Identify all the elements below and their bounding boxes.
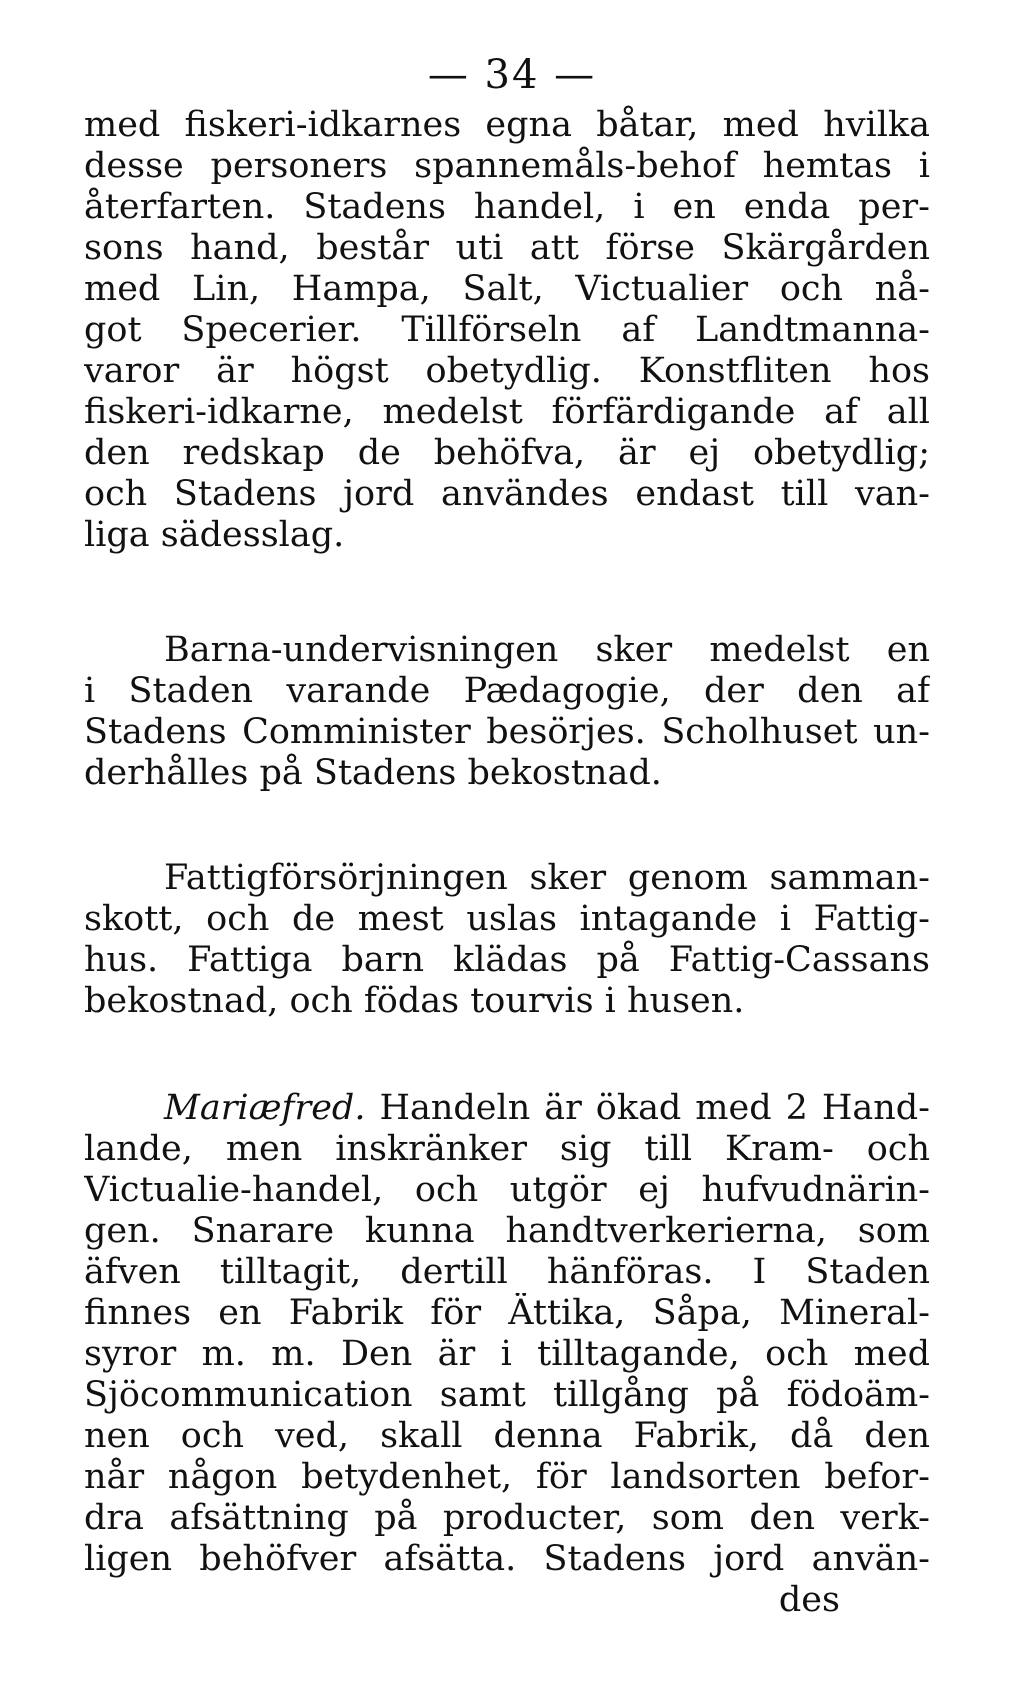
text-line: Stadens Comminister besörjes. Scholhuset un- [84, 712, 930, 752]
text-line: finnes en Fabrik för Ättika, Såpa, Mineral- [84, 1293, 930, 1333]
text-line: fiskeri-idkarne, medelst förfärdigande af all [84, 392, 930, 432]
text-line: Victualie-handel, och utgör ej hufvudnärin- [84, 1170, 930, 1210]
text-line: lande, men inskränker sig till Kram- och [84, 1129, 930, 1169]
catchword: des [778, 1580, 840, 1620]
text-line: den redskap de behöfva, är ej obetydlig; [84, 433, 930, 473]
text-line: liga sädesslag. [84, 515, 345, 555]
text-line: skott, och de mest uslas intagande i Fattig- [84, 899, 930, 939]
text-line: Barna-undervisningen sker medelst en [164, 630, 930, 670]
paragraph-1 [84, 105, 930, 556]
paragraph-3 [84, 858, 930, 1022]
text-line: Fattigförsörjningen sker genom samman- [164, 858, 930, 898]
text-line: dra afsättning på producter, som den verk- [84, 1498, 930, 1538]
text-line: äfven tilltagit, dertill hänföras. I Staden [84, 1252, 930, 1292]
paragraph-4 [84, 1088, 930, 1621]
text-line: med fiskeri-idkarnes egna båtar, med hvilka [84, 105, 930, 145]
page-number: — 34 — [427, 52, 597, 98]
text-fragment: Handeln är ökad med 2 Hand- [379, 1088, 930, 1128]
text-line: återfarten. Stadens handel, i en enda per- [84, 187, 930, 227]
text-line: hus. Fattiga barn klädas på Fattig-Cassans [84, 940, 930, 980]
text-line: i Staden varande Pædagogie, der den af [84, 671, 930, 711]
paragraph-2 [84, 630, 930, 794]
text-line: Sjöcommunication samt tillgång på födoäm- [84, 1375, 930, 1415]
text-line: sons hand, består uti att förse Skärgården [84, 228, 930, 268]
text-line-first [84, 1088, 930, 1129]
text-line: nen och ved, skall denna Fabrik, då den [84, 1416, 930, 1456]
text-line: got Specerier. Tillförseln af Landtmanna- [84, 310, 930, 350]
text-line: desse personers spannemåls-behof hemtas i [84, 146, 930, 186]
text-line: når någon betydenhet, för landsorten befor- [84, 1457, 930, 1497]
text-line: derhålles på Stadens bekostnad. [84, 753, 662, 793]
text-line: och Stadens jord användes endast till van- [84, 474, 930, 514]
text-line: bekostnad, och födas tourvis i husen. [84, 981, 745, 1021]
text-line: med Lin, Hampa, Salt, Victualier och nå- [84, 269, 930, 309]
place-name: Mariæfred. [164, 1088, 366, 1128]
text-line: gen. Snarare kunna handtverkerierna, som [84, 1211, 930, 1251]
text-line: syror m. m. Den är i tilltagande, och med [84, 1334, 930, 1374]
text-line: ligen behöfver afsätta. Stadens jord använ- [84, 1539, 930, 1579]
text-line: varor är högst obetydlig. Konstfliten hos [84, 351, 930, 391]
